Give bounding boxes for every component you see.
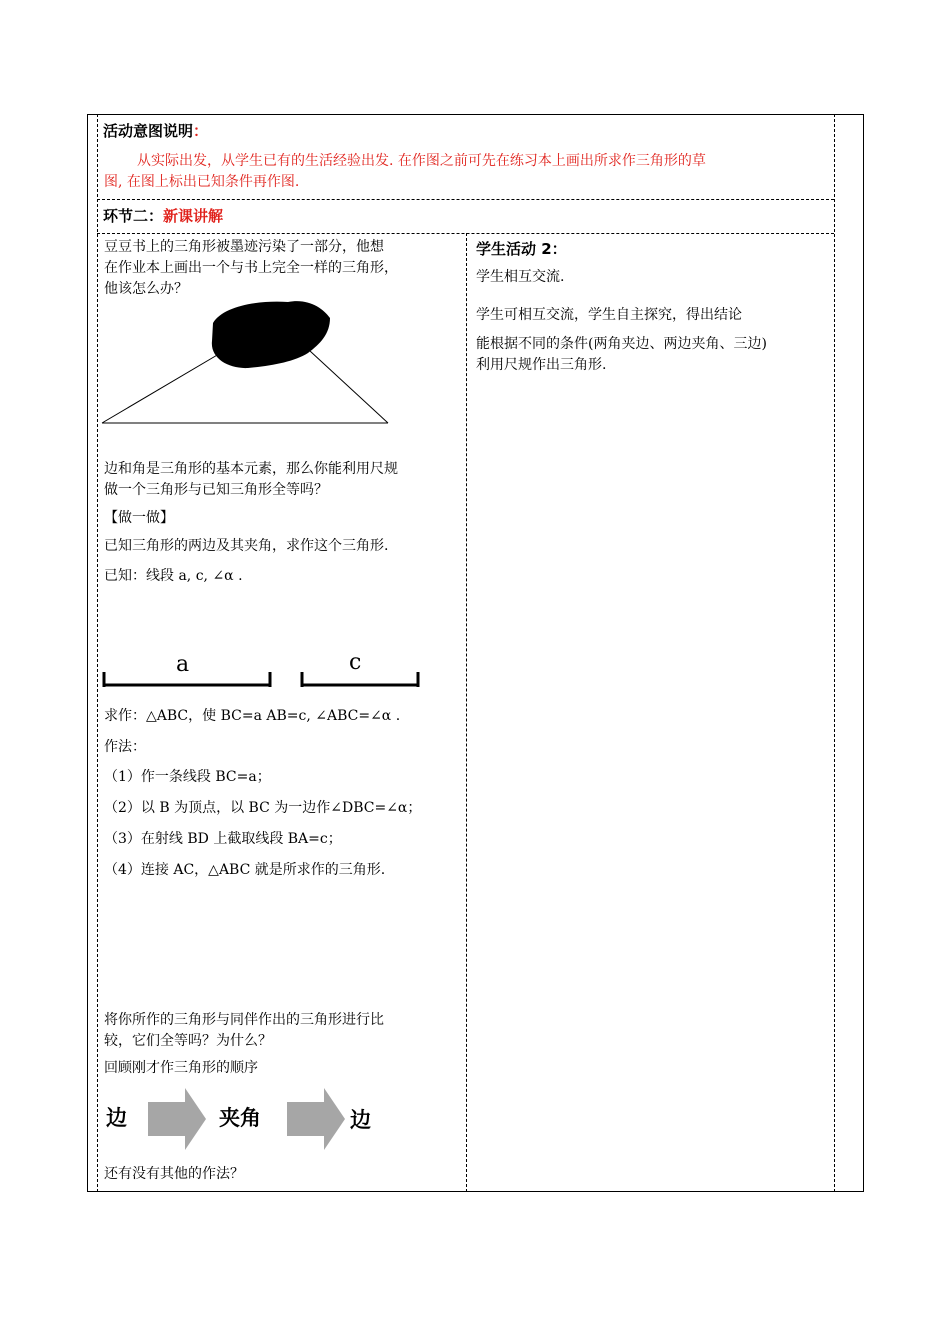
arrow-right-icon: [147, 1087, 207, 1151]
review-text: 回顾刚才作三角形的顺序: [104, 1060, 258, 1076]
flow-side-1: 边: [106, 1106, 127, 1130]
flow-angle: 夹角: [219, 1106, 261, 1130]
segment-c: [300, 668, 422, 690]
activity-text: 利用尺规作出三角形.: [476, 357, 607, 373]
activity-text: 学生相互交流.: [476, 269, 565, 285]
task-text: 已知三角形的两边及其夹角，求作这个三角形.: [104, 538, 389, 554]
arrow-right-icon: [286, 1087, 346, 1151]
method-label: 作法：: [104, 739, 146, 755]
row-divider: [97, 233, 834, 234]
row-divider: [97, 199, 834, 200]
student-activity-heading: 学生活动 2：: [476, 240, 567, 258]
table-divider: [834, 114, 835, 1192]
step-item: （2）以 B 为顶点，以 BC 为一边作∠DBC=∠α；: [104, 800, 422, 816]
segment-a-label: a: [176, 652, 190, 677]
intent-heading: 活动意图说明：: [103, 122, 209, 140]
intro-text: 豆豆书上的三角形被墨迹污染了一部分，他想: [104, 239, 384, 255]
intent-text: 从实际出发，从学生已有的生活经验出发. 在作图之前可先在练习本上画出所求作三角形的草: [137, 153, 706, 169]
find-text: 求作：△ABC，使 BC=a AB=c, ∠ABC=∠α .: [104, 708, 401, 724]
intro-text: 在作业本上画出一个与书上完全一样的三角形，: [104, 260, 398, 276]
ink-blot: [212, 301, 330, 368]
column-divider: [466, 233, 467, 1192]
other-method-text: 还有没有其他的作法？: [104, 1166, 244, 1182]
table-divider: [97, 114, 98, 1192]
step-item: （4）连接 AC，△ABC 就是所求作的三角形.: [104, 862, 386, 878]
segment-a: [102, 668, 274, 690]
try-label: 【做一做】: [104, 510, 174, 526]
activity-text: 能根据不同的条件(两角夹边、两边夹角、三边): [476, 336, 767, 352]
compare-text: 较，它们全等吗？为什么？: [104, 1033, 272, 1049]
question-text: 边和角是三角形的基本元素，那么你能利用尺规: [104, 461, 398, 477]
intent-text: 图, 在图上标出已知条件再作图.: [104, 174, 300, 190]
flow-side-2: 边: [350, 1108, 371, 1132]
given-text: 已知：线段 a, c, ∠α .: [104, 568, 243, 584]
step-item: （1）作一条线段 BC=a；: [104, 769, 271, 785]
step-item: （3）在射线 BD 上截取线段 BA=c；: [104, 831, 342, 847]
segment-c-label: c: [349, 650, 362, 675]
section-heading: 环节二：新课讲解: [103, 207, 224, 225]
compare-text: 将你所作的三角形与同伴作出的三角形进行比: [104, 1012, 384, 1028]
ink-stained-triangle: [98, 296, 398, 426]
intro-text: 他该怎么办？: [104, 281, 188, 297]
question-text: 做一个三角形与已知三角形全等吗？: [104, 482, 328, 498]
activity-text: 学生可相互交流，学生自主探究，得出结论: [476, 307, 742, 323]
